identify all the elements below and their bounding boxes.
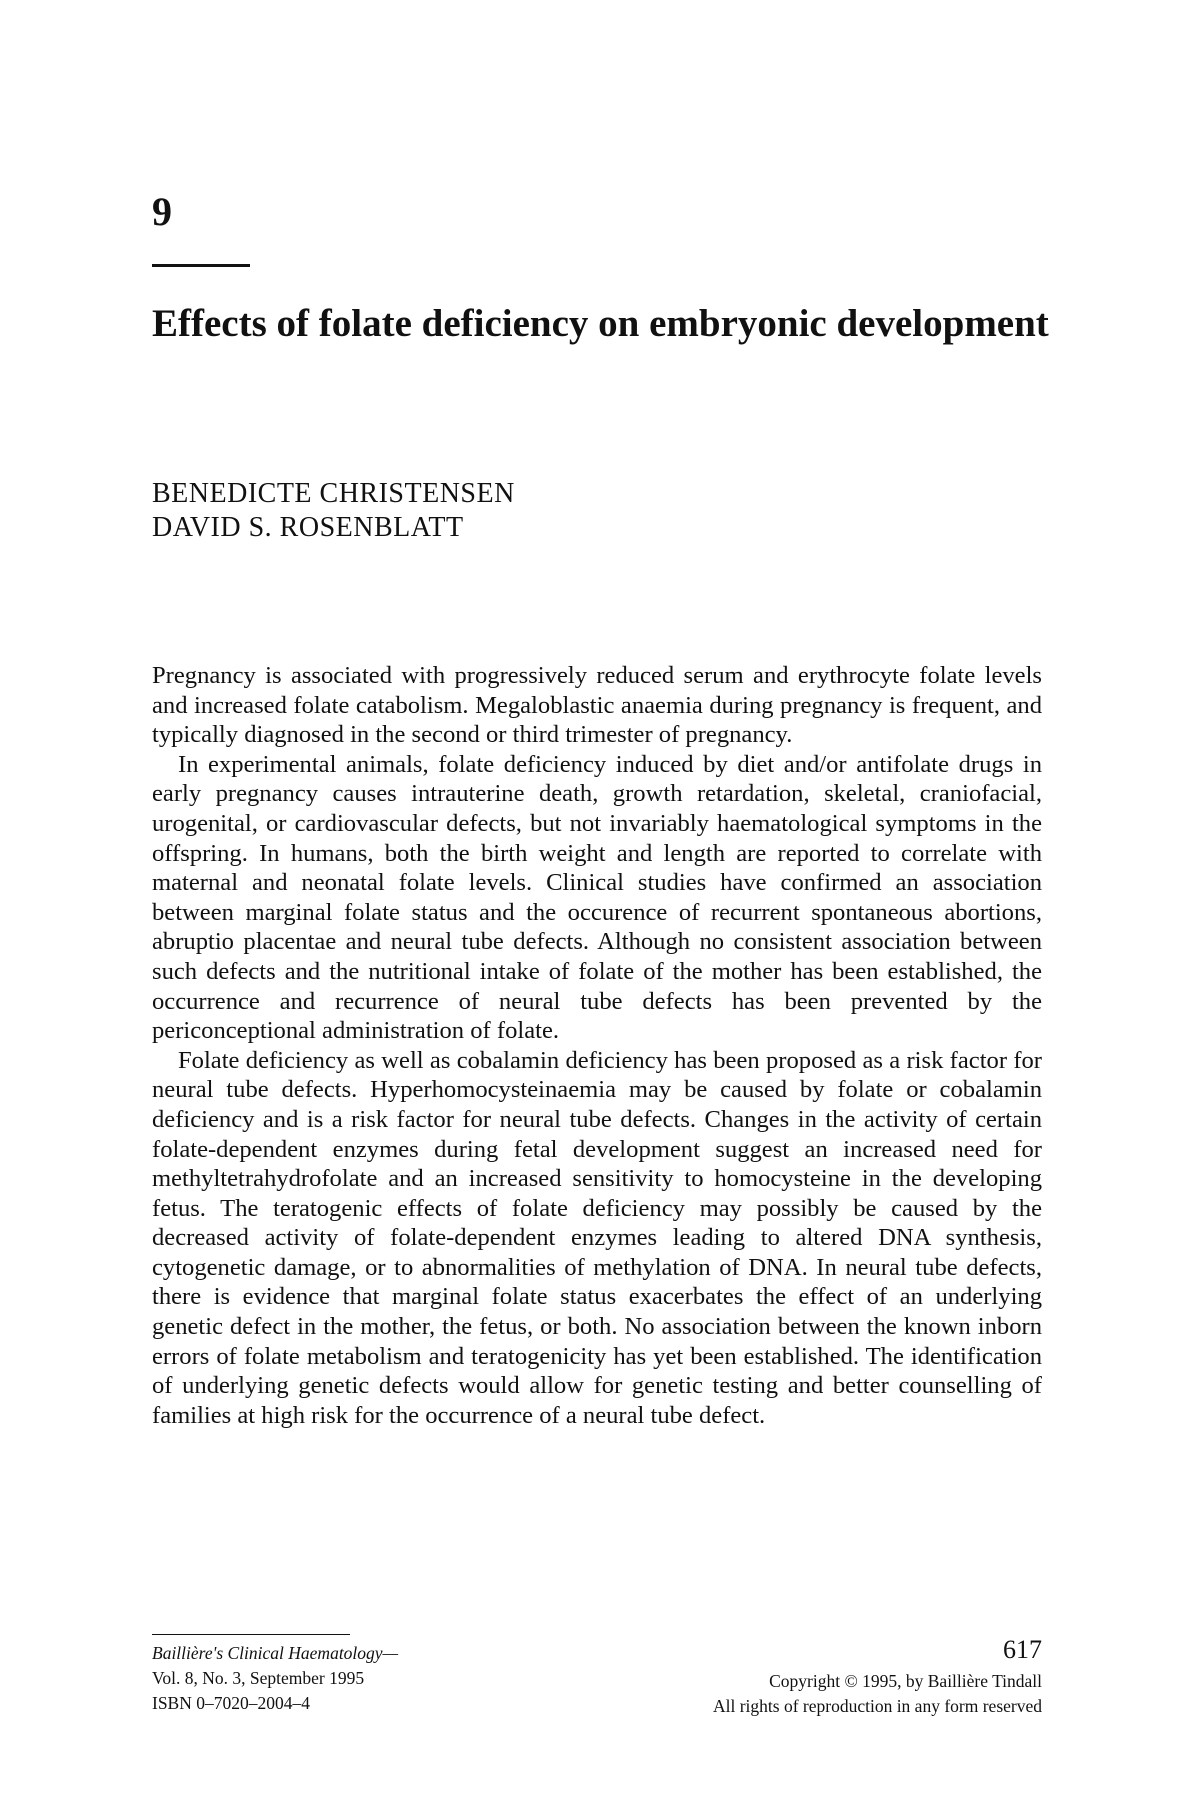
author-list	[152, 477, 515, 545]
journal-name: Baillière's Clinical Haematology—	[152, 1643, 399, 1663]
abstract-paragraph: In experimental animals, folate deficiency induced by diet and/or antifolate drugs in early pregnancy causes intrauterine death, growth retardation, skeletal, craniofacial, urogenital, or cardiovascular defects, but not invariably haematological symptoms in the offspring. In humans, both the birth weight and length are reported to correlate with maternal and neonatal folate levels. Clinical studies have confirmed an association between marginal folate status and the occurence of recurrent spontaneous abortions, abruptio placentae and neural tube defects. Although no consistent association between such defects and the nutritional intake of folate of the mother has been established, the occurrence and recurrence of neural tube defects has been prevented by the periconceptional administration of folate.	[152, 750, 1042, 1045]
journal-volume: Vol. 8, No. 3, September 1995	[152, 1668, 365, 1688]
journal-info	[152, 1641, 398, 1716]
copyright-line: Copyright © 1995, by Baillière Tindall	[769, 1671, 1042, 1691]
footnote-rule	[152, 1634, 350, 1635]
abstract-paragraph: Pregnancy is associated with progressively reduced serum and erythrocyte folate levels and increased folate catabolism. Megaloblastic anaemia during pregnancy is frequent, and typically diagnosed in the second or third trimester of pregnancy.	[152, 662, 1042, 749]
copyright-notice	[713, 1669, 1042, 1719]
rights-line: All rights of reproduction in any form reserved	[712, 1696, 1042, 1716]
author-name: DAVID S. ROSENBLATT	[152, 512, 464, 543]
chapter-number: 9	[152, 189, 172, 234]
author-name: BENEDICTE CHRISTENSEN	[152, 478, 515, 509]
abstract	[152, 661, 1042, 1430]
page-number: 617	[1003, 1635, 1042, 1664]
chapter-title: Effects of folate deficiency on embryonic development	[152, 302, 1049, 345]
journal-isbn: ISBN 0–7020–2004–4	[152, 1693, 310, 1713]
chapter-rule	[152, 264, 250, 267]
abstract-paragraph: Folate deficiency as well as cobalamin deficiency has been proposed as a risk factor for neural tube defects. Hyperhomocysteinaemia may be caused by folate or cobalamin deficiency and is a risk factor for neural tube defects. Changes in the activity of certain folate-dependent enzymes during fetal development suggest an increased need for methyltetrahydrofolate and an increased sensitivity to homocysteine in the developing fetus. The teratogenic effects of folate deficiency may possibly be caused by the decreased activity of folate-dependent enzymes leading to altered DNA synthesis, cytogenetic damage, or to abnormalities of methylation of DNA. In neural tube defects, there is evidence that marginal folate status exacerbates the effect of an underlying genetic defect in the mother, the fetus, or both. No association between the known inborn errors of folate metabolism and teratogenicity has yet been established. The identification of underlying genetic defects would allow for genetic testing and better counselling of families at high risk for the occurrence of a neural tube defect.	[152, 1046, 1042, 1429]
